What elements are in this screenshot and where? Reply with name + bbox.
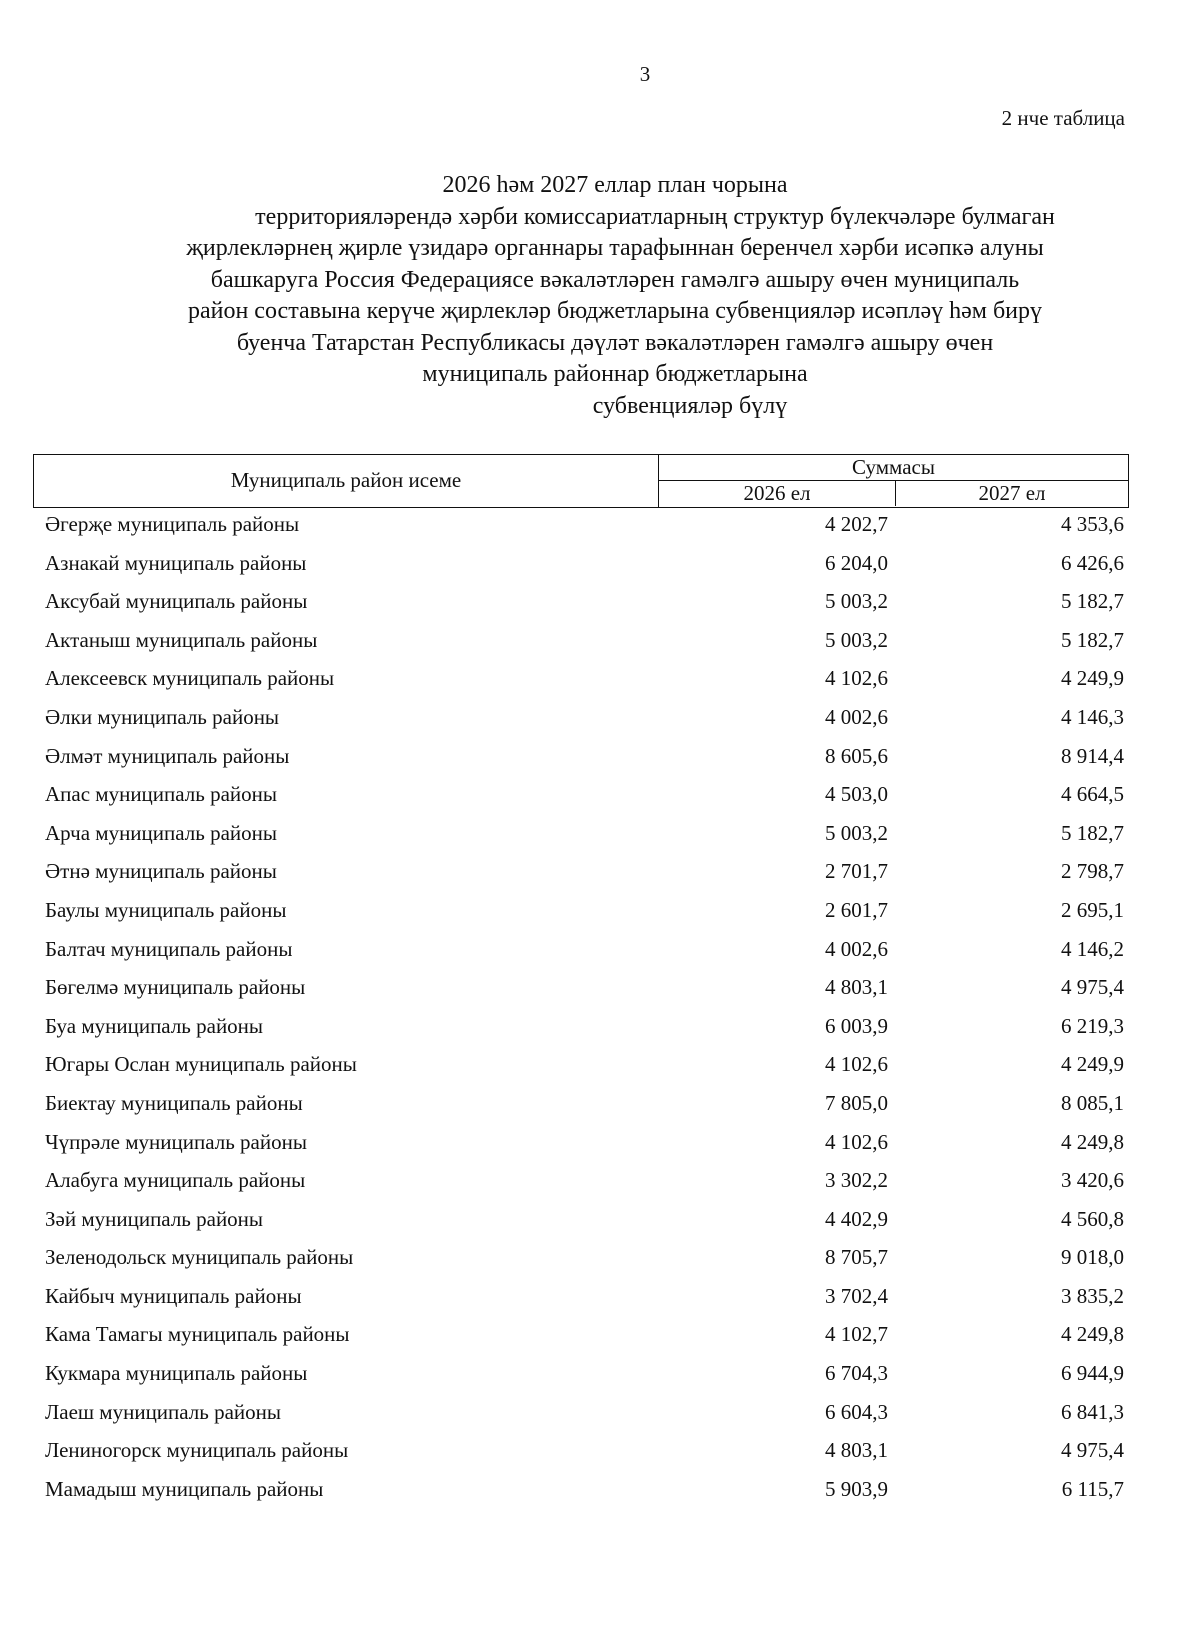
- column-header-sum: Суммасы: [659, 455, 1128, 481]
- table-row: [0, 1281, 1200, 1320]
- district-name: Балтач муниципаль районы: [45, 936, 293, 961]
- district-name: Зеленодольск муниципаль районы: [45, 1245, 354, 1270]
- value-2026: 3 302,2: [825, 1168, 888, 1193]
- table-row: [0, 1088, 1200, 1127]
- table-header: [33, 454, 1129, 508]
- value-2026: 6 204,0: [825, 550, 888, 575]
- table-row: [0, 1127, 1200, 1166]
- table-row: [0, 934, 1200, 973]
- value-2027: 4 146,3: [1061, 704, 1124, 729]
- value-2027: 4 353,6: [1061, 512, 1124, 536]
- district-name: Югары Ослан муниципаль районы: [45, 1052, 357, 1077]
- table-row: [0, 548, 1200, 587]
- value-2027: 4 560,8: [1061, 1206, 1124, 1231]
- value-2027: 3 420,6: [1061, 1168, 1124, 1193]
- value-2027: 2 798,7: [1061, 859, 1124, 884]
- district-name: Чүпрәле муниципаль районы: [45, 1129, 307, 1154]
- column-header-2027: 2027 ел: [978, 481, 1046, 505]
- table-row: [0, 741, 1200, 780]
- title-line: район составына керүче җирлекләр бюджетларына субвенцияләр исәпләү һәм бирү: [187, 298, 1043, 324]
- value-2026: 5 003,2: [825, 589, 888, 614]
- value-2026: 4 803,1: [825, 1438, 888, 1463]
- value-2026: 6 003,9: [825, 1013, 888, 1038]
- value-2026: 6 604,3: [825, 1399, 888, 1424]
- value-2027: 5 182,7: [1061, 820, 1124, 845]
- district-name: Әтнә муниципаль районы: [45, 859, 277, 884]
- value-2026: 6 704,3: [825, 1361, 888, 1386]
- value-2027: 4 975,4: [1061, 1438, 1124, 1463]
- value-2027: 4 249,8: [1061, 1129, 1124, 1154]
- value-2026: 7 805,0: [825, 1090, 888, 1115]
- value-2027: 6 426,6: [1061, 550, 1124, 575]
- table-row: [0, 663, 1200, 702]
- district-name: Буа муниципаль районы: [45, 1013, 264, 1038]
- table-row: [0, 1242, 1200, 1281]
- value-2026: 4 002,6: [825, 704, 888, 729]
- title-line: территорияләрендә хәрби комиссариатларның структур бүлекчәләре булмаган: [255, 203, 1055, 230]
- value-2027: 4 249,8: [1061, 1322, 1124, 1347]
- table-body: [0, 509, 1200, 1512]
- table-row: [0, 818, 1200, 857]
- table-label: 2 нче таблица: [1001, 106, 1125, 130]
- table-row: [0, 509, 1200, 548]
- title-line: муниципаль районнар бюджетларына: [422, 361, 808, 387]
- value-2027: 6 115,7: [1061, 1476, 1124, 1501]
- value-2027: 3 835,2: [1061, 1283, 1124, 1308]
- value-2026: 2 701,7: [825, 859, 888, 884]
- district-name: Кайбыч муниципаль районы: [45, 1283, 302, 1308]
- district-name: Кукмара муниципаль районы: [45, 1361, 308, 1386]
- value-2027: 6 219,3: [1061, 1013, 1124, 1038]
- district-name: Бөгелмә муниципаль районы: [45, 975, 306, 1000]
- table-row: [0, 895, 1200, 934]
- district-name: Азнакай муниципаль районы: [45, 550, 307, 575]
- table-row: [0, 1358, 1200, 1397]
- table-row: [0, 625, 1200, 664]
- value-2026: 2 601,7: [825, 897, 888, 922]
- value-2026: 4 102,6: [825, 1052, 888, 1077]
- value-2026: 4 803,1: [825, 975, 888, 1000]
- value-2026: 5 903,9: [825, 1476, 888, 1501]
- district-name: Мамадыш муниципаль районы: [45, 1476, 324, 1501]
- title-line: субвенцияләр бүлү: [592, 392, 788, 419]
- district-name: Лениногорск муниципаль районы: [45, 1438, 349, 1463]
- value-2027: 4 249,9: [1061, 1052, 1124, 1077]
- column-header-name: Муниципаль район исеме: [34, 455, 659, 507]
- title-line: башкаруга Россия Федерациясе вәкаләтләрен гамәлгә ашыру өчен муниципаль: [210, 266, 1020, 293]
- value-2027: 9 018,0: [1061, 1245, 1124, 1270]
- table-row: [0, 779, 1200, 818]
- district-name: Арча муниципаль районы: [45, 820, 277, 845]
- value-2026: 4 202,7: [825, 512, 888, 536]
- value-2027: 6 944,9: [1061, 1361, 1124, 1386]
- district-name: Кама Тамагы муниципаль районы: [45, 1322, 350, 1347]
- value-2026: 4 503,0: [825, 782, 888, 807]
- value-2027: 4 664,5: [1061, 782, 1124, 807]
- value-2027: 2 695,1: [1061, 897, 1124, 922]
- table-row: [0, 1049, 1200, 1088]
- district-name: Аксубай муниципаль районы: [45, 589, 308, 614]
- table-row: [0, 1011, 1200, 1050]
- value-2026: 4 402,9: [825, 1206, 888, 1231]
- district-name: Баулы муниципаль районы: [45, 897, 287, 922]
- value-2027: 8 085,1: [1061, 1090, 1124, 1115]
- value-2027: 4 146,2: [1061, 936, 1124, 961]
- value-2026: 3 702,4: [825, 1283, 888, 1308]
- district-name: Лаеш муниципаль районы: [45, 1399, 282, 1424]
- district-name: Әгерҗе муниципаль районы: [45, 512, 300, 536]
- value-2027: 4 975,4: [1061, 975, 1124, 1000]
- table-row: [0, 1397, 1200, 1436]
- table-row: [0, 586, 1200, 625]
- title-line: 2026 һәм 2027 еллар план чорына: [442, 172, 788, 198]
- value-2026: 4 102,6: [825, 1129, 888, 1154]
- district-name: Алабуга муниципаль районы: [45, 1168, 306, 1193]
- value-2026: 5 003,2: [825, 820, 888, 845]
- table-row: [0, 1474, 1200, 1513]
- value-2026: 5 003,2: [825, 627, 888, 652]
- title-line: буенча Татарстан Республикасы дәүләт вәкаләтләрен гамәлгә ашыру өчен: [236, 329, 994, 356]
- table-row: [0, 1204, 1200, 1243]
- value-2026: 4 002,6: [825, 936, 888, 961]
- district-name: Апас муниципаль районы: [45, 782, 277, 807]
- value-2026: 8 605,6: [825, 743, 888, 768]
- district-name: Зәй муниципаль районы: [45, 1206, 264, 1231]
- title-line: җирлекләрнең җирле үзидарә органнары тарафыннан беренчел хәрби исәпкә алуны: [186, 235, 1044, 261]
- table-row: [0, 702, 1200, 741]
- district-name: Биектау муниципаль районы: [45, 1090, 303, 1115]
- value-2027: 5 182,7: [1061, 589, 1124, 614]
- district-name: Әлки муниципаль районы: [45, 704, 280, 729]
- district-name: Алексеевск муниципаль районы: [45, 666, 335, 691]
- value-2027: 8 914,4: [1061, 743, 1124, 768]
- document-title: [40, 170, 1190, 422]
- column-header-2026: 2026 ел: [659, 481, 896, 506]
- value-2027: 6 841,3: [1061, 1399, 1124, 1424]
- table-row: [0, 1165, 1200, 1204]
- page-number: 3: [639, 62, 651, 86]
- table-row: [0, 856, 1200, 895]
- value-2027: 4 249,9: [1061, 666, 1124, 691]
- value-2026: 4 102,6: [825, 666, 888, 691]
- value-2027: 5 182,7: [1061, 627, 1124, 652]
- value-2026: 8 705,7: [825, 1245, 888, 1270]
- district-name: Әлмәт муниципаль районы: [45, 743, 290, 768]
- table-row: [0, 1435, 1200, 1474]
- district-name: Актаныш муниципаль районы: [45, 627, 318, 652]
- value-2026: 4 102,7: [825, 1322, 888, 1347]
- table-row: [0, 1319, 1200, 1358]
- table-row: [0, 972, 1200, 1011]
